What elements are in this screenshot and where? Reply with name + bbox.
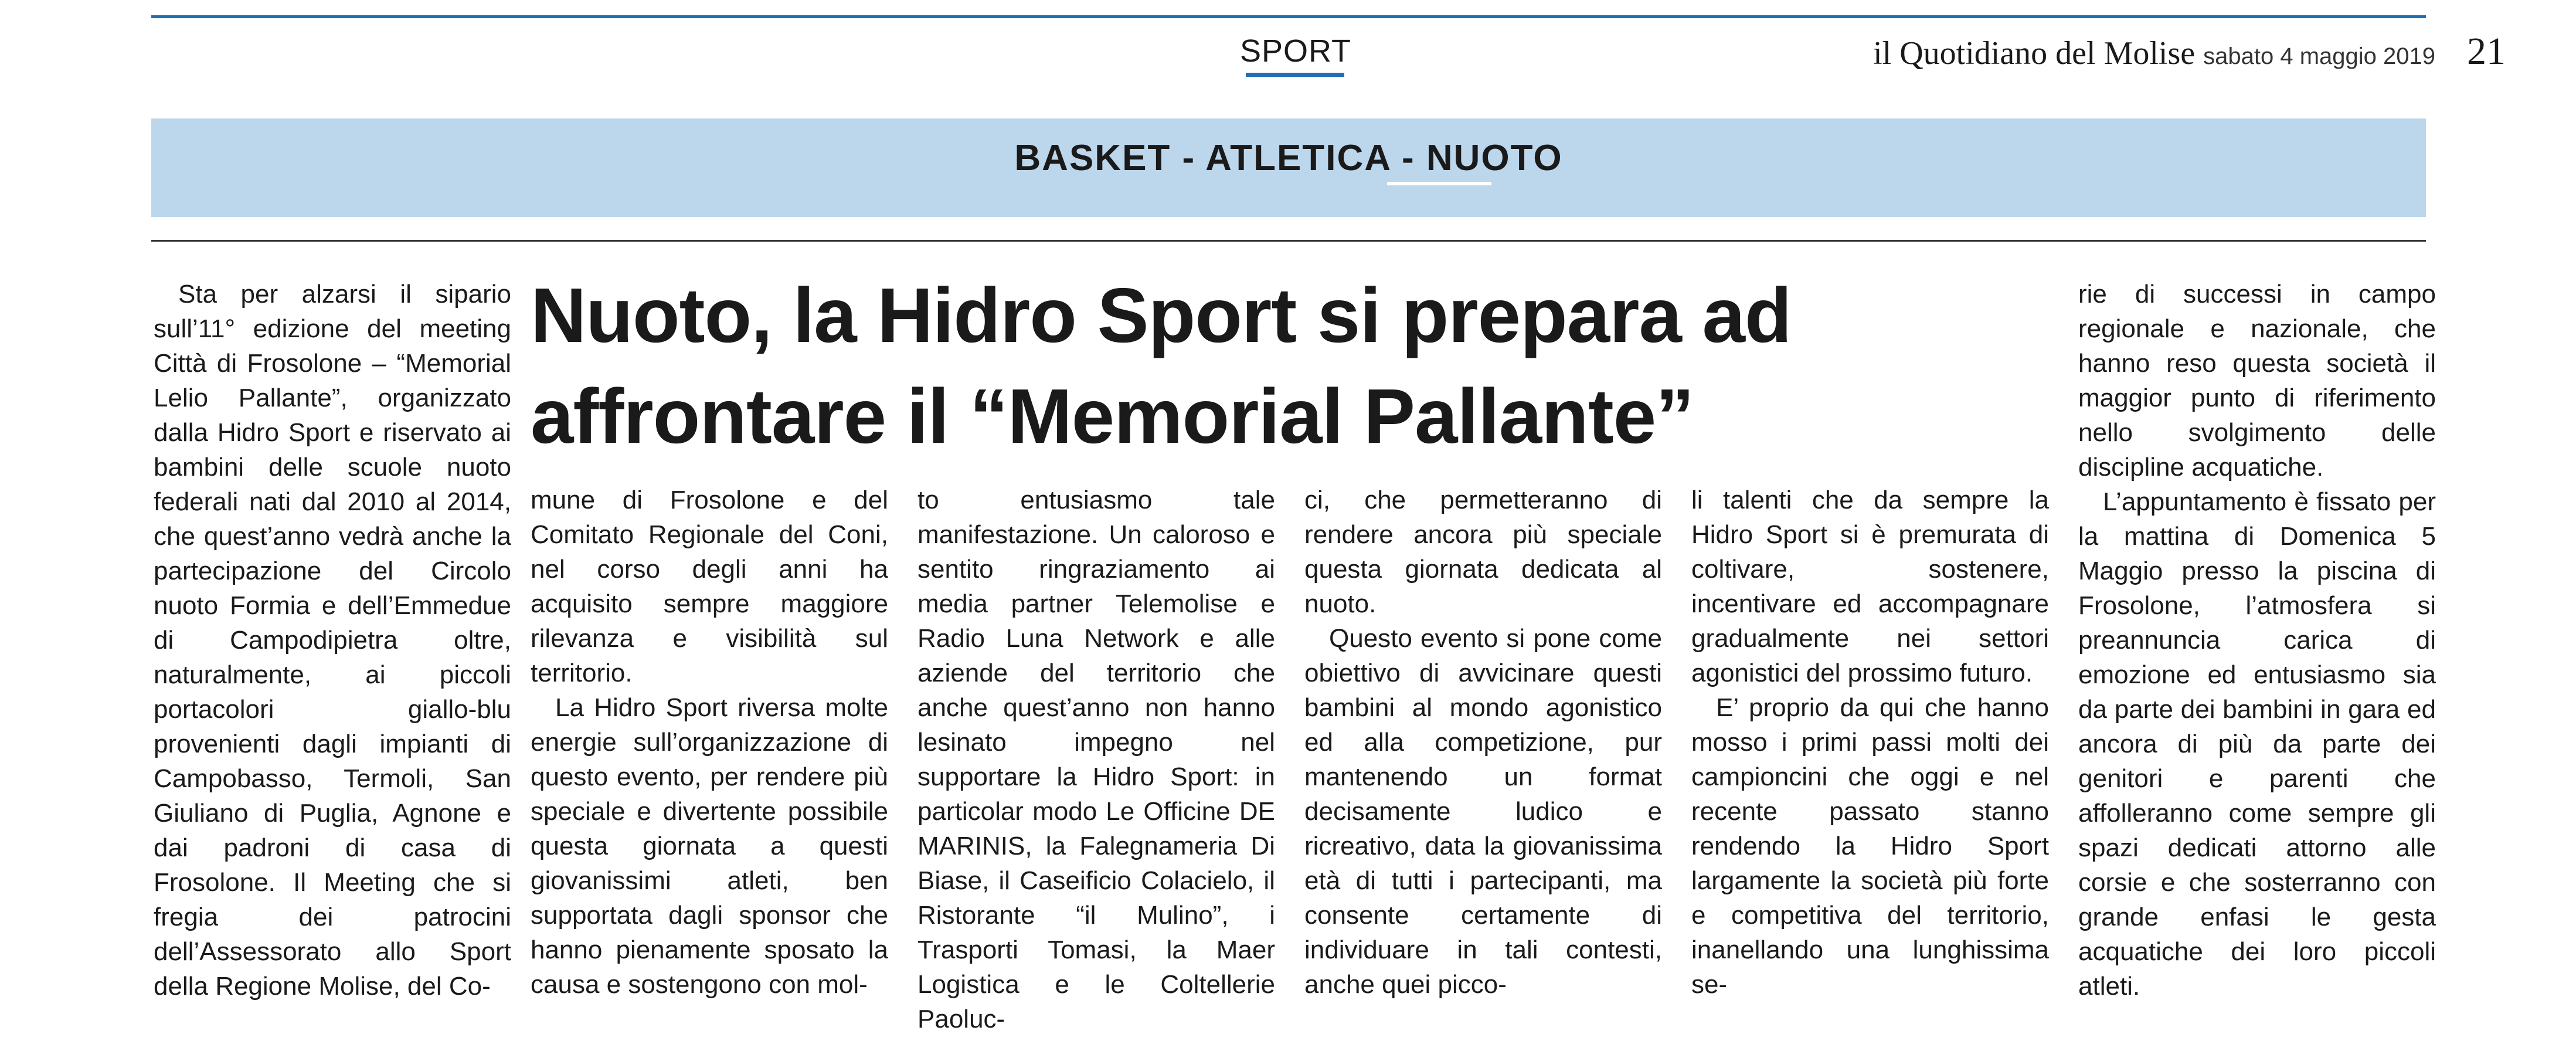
section-underline bbox=[1246, 73, 1344, 77]
article-headline: Nuoto, la Hidro Sport si prepara ad affrontare il “Memorial Pallante” bbox=[531, 272, 1792, 459]
section-label: SPORT bbox=[1239, 33, 1352, 69]
paragraph: ci, che permetteranno di rendere ancora più speciale questa giornata dedicata al nuoto. bbox=[1304, 486, 1662, 618]
section-banner bbox=[151, 118, 2426, 217]
article-column-5 bbox=[1691, 483, 2049, 1002]
paragraph: to entusiasmo tale manifestazione. Un caloroso e sentito ringraziamento ai media partner Telemolise e Radio Luna Network e alle aziende del territorio che anche quest’anno non hanno lesinato impegno nel supportare la Hidro Sport: in particolar modo Le Officine DE MARINIS, la Falegnameria Di Biase, il Caseificio Colacielo, il Ristorante “il Mulino”, i Trasporti Tomasi, la Maer Logistica e le Coltellerie Paoluc- bbox=[917, 486, 1275, 1033]
article-column-3 bbox=[917, 483, 1275, 1036]
article-column-6 bbox=[2078, 277, 2436, 1004]
paragraph: E’ proprio da qui che hanno mosso i primi passi molti dei campioncini che oggi e nel recente passato stanno rendendo la Hidro Sport largamente la società più forte e competitiva del territorio, inanellando una lunghissima se- bbox=[1691, 693, 2049, 999]
page-number: 21 bbox=[2467, 30, 2506, 73]
banner-underline bbox=[1387, 182, 1491, 185]
paragraph: Questo evento si pone come obiettivo di avvicinare questi bambini al mondo agonistico ed alla competizione, pur mantenendo un format decisamente ludico e ricreativo, data la giovanissima età di tutti i partecipanti, ma consente certamente di individuare in tali contesti, anche quei picco- bbox=[1304, 624, 1662, 999]
paragraph: L’appuntamento è fissato per la mattina di Domenica 5 Maggio presso la piscina di Frosolone, l’atmosfera si preannuncia carica di emozione ed entusiasmo sia da parte dei bambini in gara ed ancora di più da parte dei genitori e parenti che affolleranno come sempre gli spazi dedicati attorno alle corsie e che sosterranno con grande enfasi le gesta acquatiche dei loro piccoli atleti. bbox=[2078, 487, 2436, 1001]
masthead bbox=[1873, 29, 2506, 74]
paragraph: La Hidro Sport riversa molte energie sull’organizzazione di questo evento, per rendere più speciale e divertente possibile questa giornata a questi giovanissimi atleti, ben supportata dagli sponsor che hanno pienamente sposato la causa e sostengono con mol- bbox=[531, 693, 888, 999]
banner-title: BASKET - ATLETICA - NUOTO bbox=[1014, 138, 1563, 178]
paragraph: Sta per alzarsi il sipario sull’11° edizione del meeting Città di Frosolone – “Memorial Lelio Pallante”, organizzato dalla Hidro Sport e riservato ai bambini delle scuole nuoto federali nati dal 2010 al 2014, che quest’anno vedrà anche la partecipazione del Circolo nuoto Formia e dell’Emmedue di Campodipietra oltre, naturalmente, ai piccoli portacolori giallo-blu provenienti dagli impianti di Campobasso, Termoli, San Giuliano di Puglia, Agnone e dai padroni di casa di Frosolone. Il Meeting che si fregia dei patrocini dell’Assessorato allo Sport della Regione Molise, del Co- bbox=[154, 280, 511, 1001]
article-column-2 bbox=[531, 483, 888, 1002]
issue-date: sabato 4 maggio 2019 bbox=[2203, 43, 2435, 69]
divider-rule bbox=[151, 240, 2426, 242]
top-rule bbox=[151, 15, 2426, 18]
paragraph: li talenti che da sempre la Hidro Sport si è premurata di coltivare, sostenere, incentivare ed accompagnare gradualmente nei settori agonistici del prossimo futuro. bbox=[1691, 486, 2049, 687]
paper-name: il Quotidiano del Molise bbox=[1873, 35, 2196, 72]
paragraph: mune di Frosolone e del Comitato Regionale del Coni, nel corso degli anni ha acquisito sempre maggiore rilevanza e visibilità sul territorio. bbox=[531, 486, 888, 687]
article-column-1 bbox=[154, 277, 511, 1004]
paragraph: rie di successi in campo regionale e nazionale, che hanno reso questa società il maggior punto di riferimento nello svolgimento delle discipline acquatiche. bbox=[2078, 280, 2436, 482]
article-column-4 bbox=[1304, 483, 1662, 1002]
